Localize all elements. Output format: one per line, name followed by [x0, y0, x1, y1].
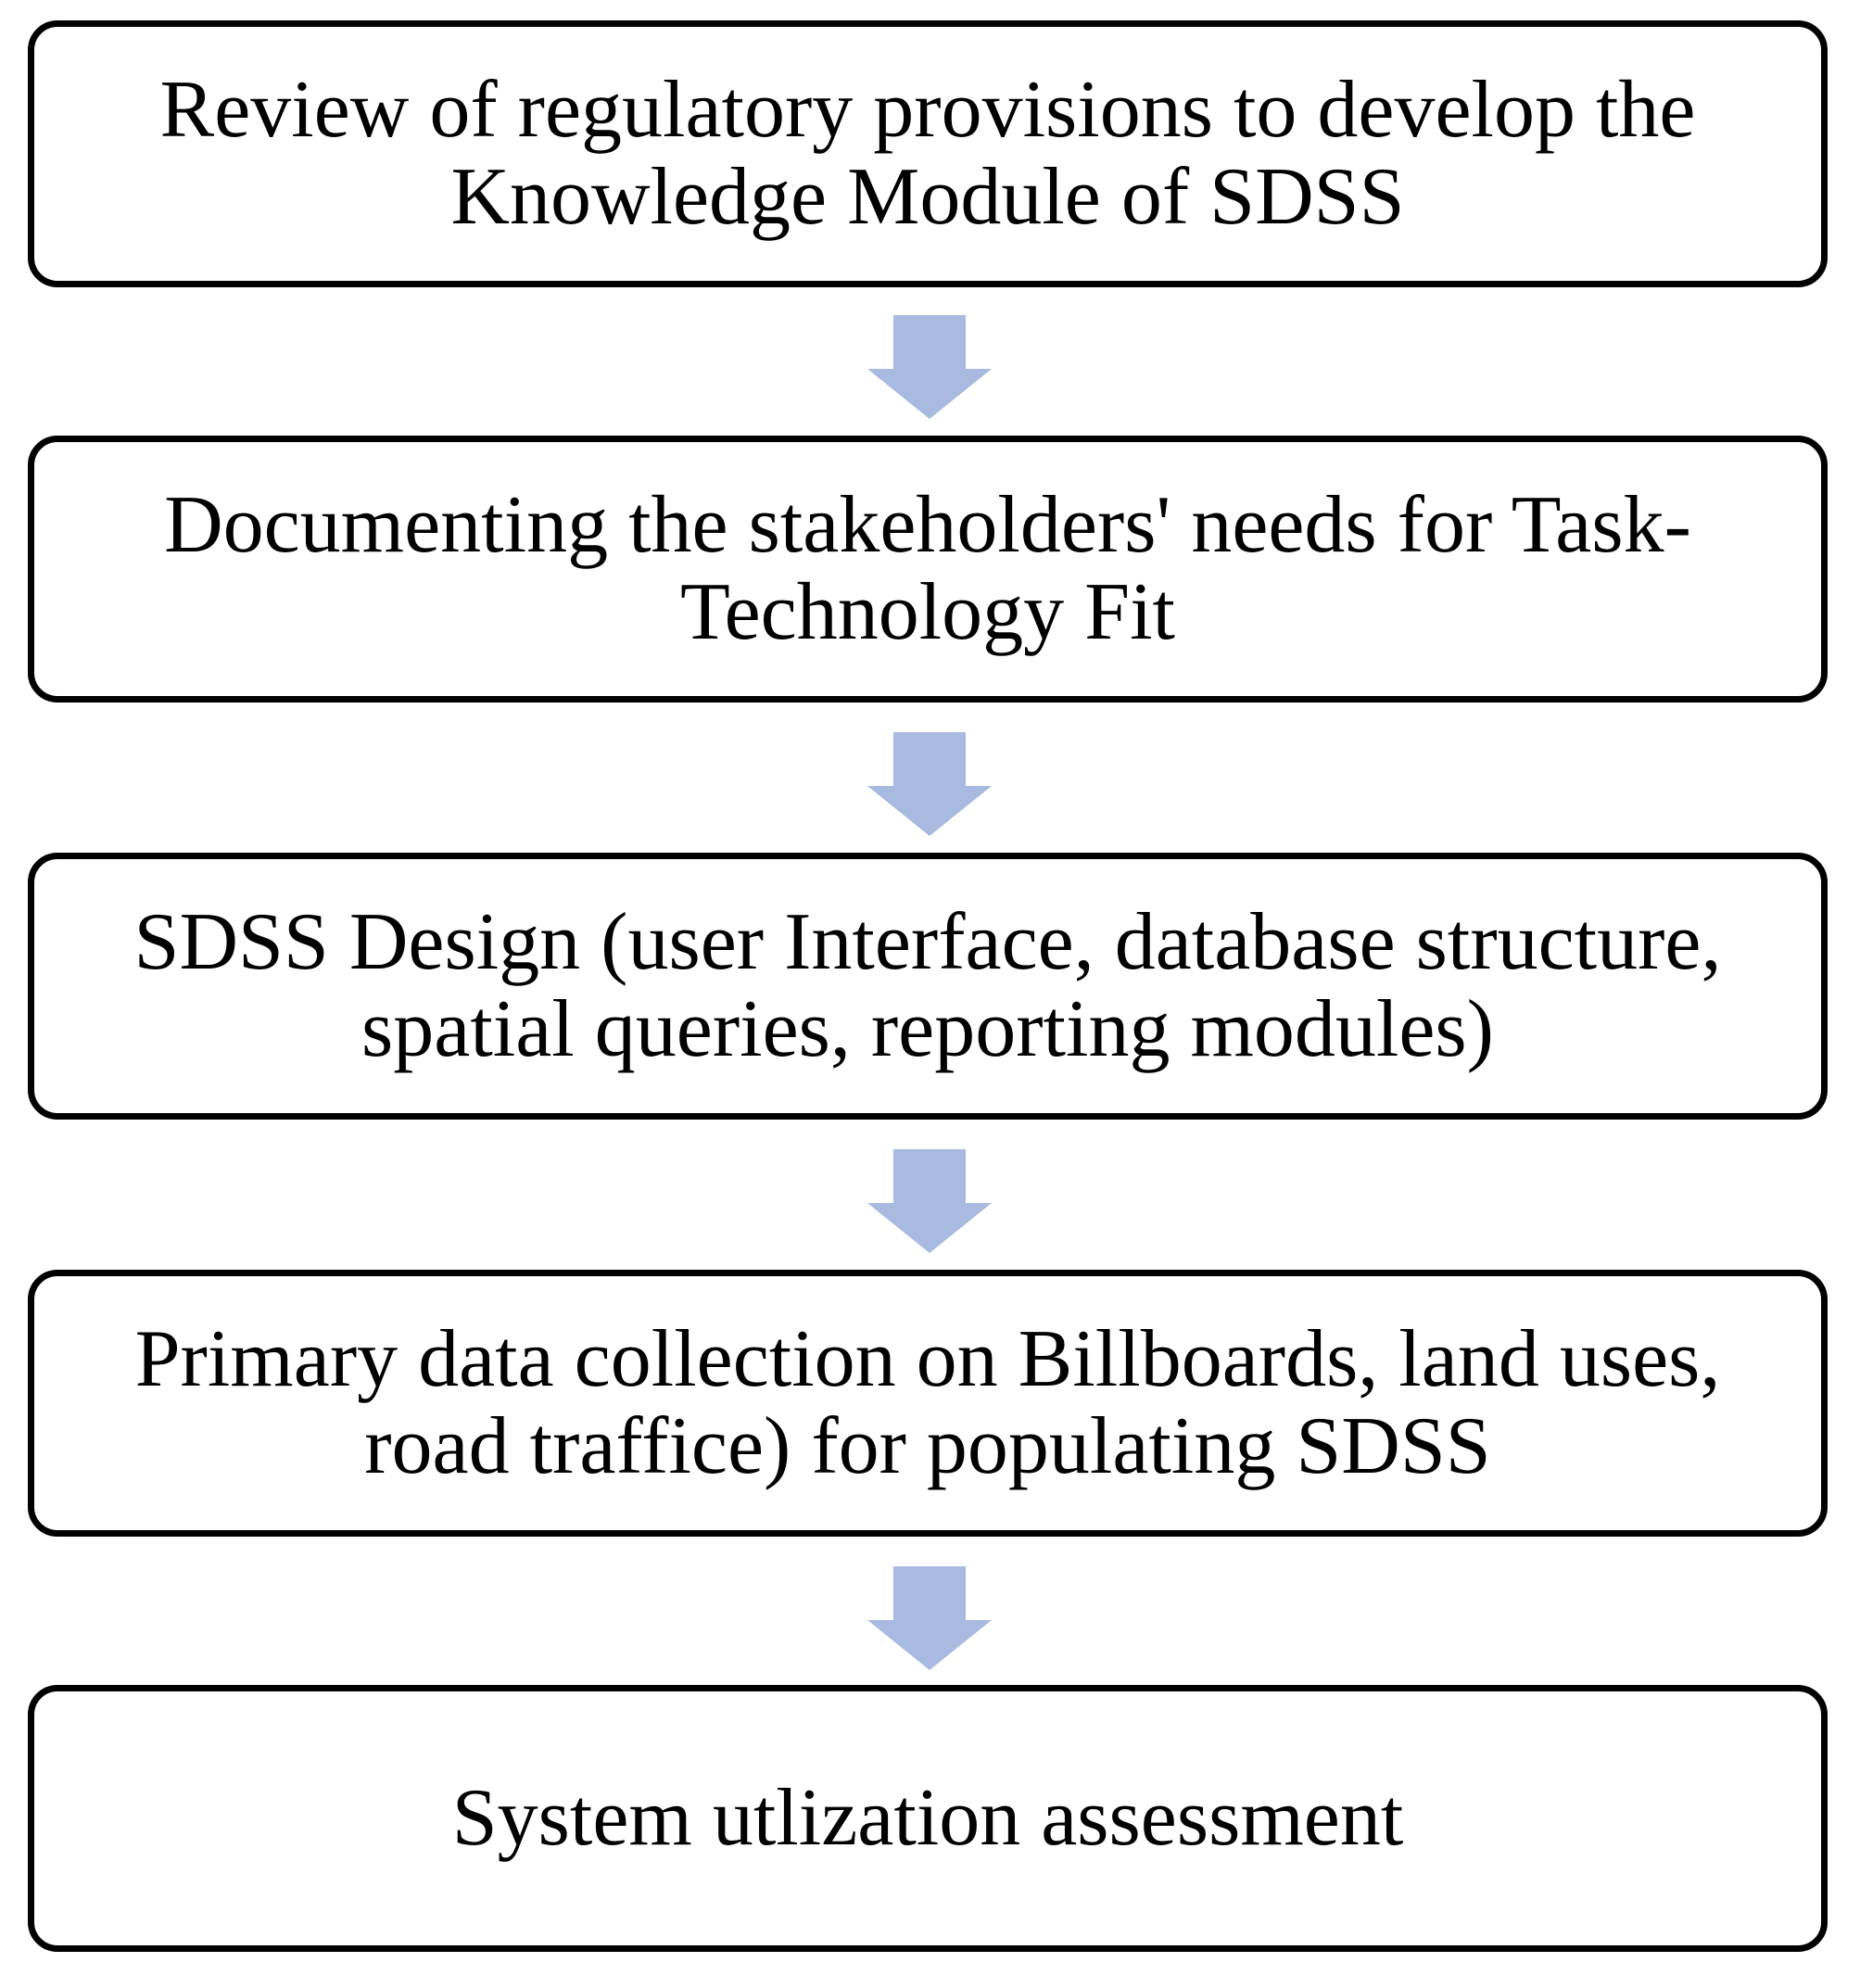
down-arrow-icon — [867, 315, 992, 419]
down-arrow-icon — [867, 1149, 992, 1253]
step-3-line-1: SDSS Design (user Interface, database structure, — [133, 897, 1722, 987]
step-1-line-2: Knowledge Module of SDSS — [450, 152, 1405, 242]
down-arrow-icon — [867, 1566, 992, 1670]
step-2-line-1: Documenting the stakeholders' needs for Task- — [164, 480, 1691, 570]
step-4-line-1: Primary data collection on Billboards, land uses, — [134, 1314, 1721, 1404]
step-3-text — [97, 899, 1759, 1073]
step-1-line-1: Review of regulatory provisions to develop the — [159, 65, 1696, 155]
step-1-box — [28, 20, 1828, 287]
step-2-line-2: Technology Fit — [679, 567, 1175, 657]
step-5-text — [415, 1775, 1441, 1862]
step-5-line-1: System utlization assessment — [451, 1773, 1404, 1863]
step-3-box — [28, 853, 1828, 1120]
step-5-box — [28, 1685, 1828, 1952]
step-3-line-2: spatial queries, reporting modules) — [361, 984, 1494, 1074]
step-2-text — [127, 482, 1728, 656]
step-1-text — [123, 67, 1733, 241]
step-2-box — [28, 436, 1828, 703]
step-4-line-2: road traffice) for populating SDSS — [364, 1401, 1491, 1491]
step-4-text — [98, 1316, 1758, 1490]
step-4-box — [28, 1270, 1828, 1537]
down-arrow-icon — [867, 732, 992, 836]
